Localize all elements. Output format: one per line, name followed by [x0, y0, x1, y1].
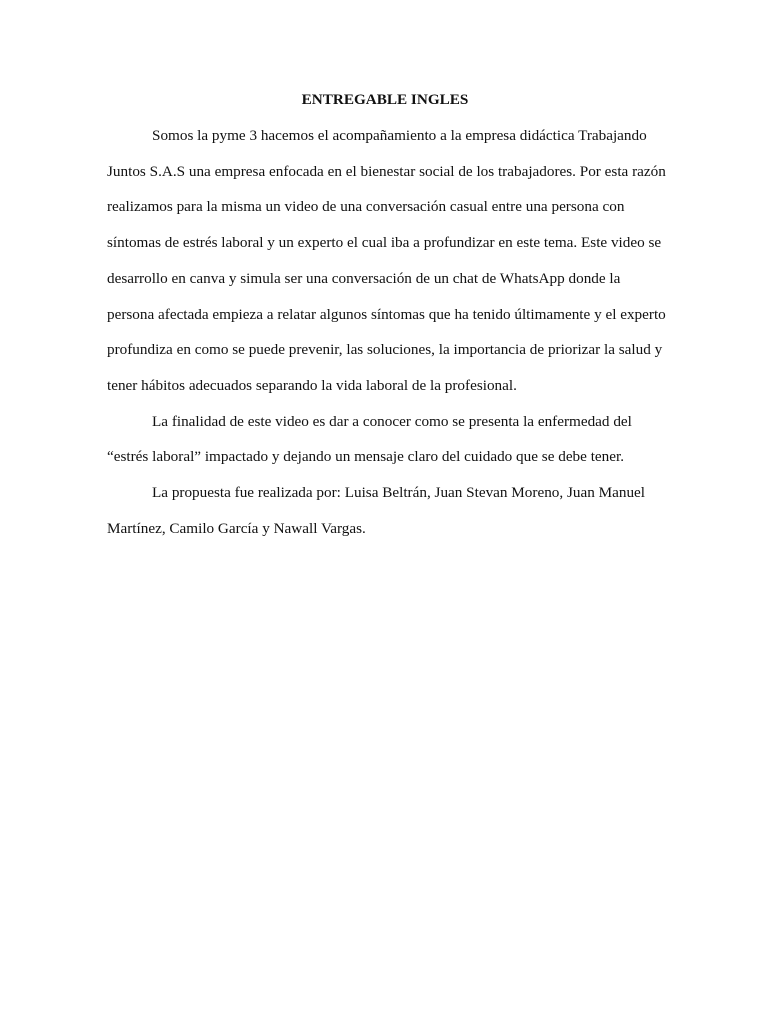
paragraph-line: “estrés laboral” impactado y dejando un mensaje claro del cuidado que se debe tener.	[107, 448, 625, 466]
paragraph-line: síntomas de estrés laboral y un experto el cual iba a profundizar en este tema. Este video se	[107, 234, 662, 252]
paragraph-line: realizamos para la misma un video de una conversación casual entre una persona con	[107, 198, 625, 216]
paragraph-purpose	[107, 404, 663, 475]
paragraph-intro	[107, 118, 666, 404]
document-title: ENTREGABLE INGLES	[301, 91, 469, 108]
paragraph-line: tener hábitos adecuados separando la vida laboral de la profesional.	[107, 376, 517, 394]
paragraph-line: Somos la pyme 3 hacemos el acompañamiento a la empresa didáctica Trabajando	[152, 127, 647, 144]
paragraph-line: La finalidad de este video es dar a conocer como se presenta la enfermedad del	[152, 412, 632, 430]
paragraph-authors	[107, 475, 663, 546]
paragraph-line: desarrollo en canva y simula ser una conversación de un chat de WhatsApp donde la	[107, 269, 621, 287]
paragraph-line: La propuesta fue realizada por: Luisa Beltrán, Juan Stevan Moreno, Juan Manuel	[152, 484, 646, 502]
paragraph-line: persona afectada empieza a relatar algunos síntomas que ha tenido últimamente y el experto	[107, 305, 666, 323]
paragraph-line: Martínez, Camilo García y Nawall Vargas.	[107, 519, 366, 537]
paragraph-line: Juntos S.A.S una empresa enfocada en el bienestar social de los trabajadores. Por esta razón	[107, 162, 666, 180]
paragraph-line: profundiza en como se puede prevenir, las soluciones, la importancia de priorizar la salud y	[107, 341, 663, 359]
document-body	[107, 88, 666, 546]
